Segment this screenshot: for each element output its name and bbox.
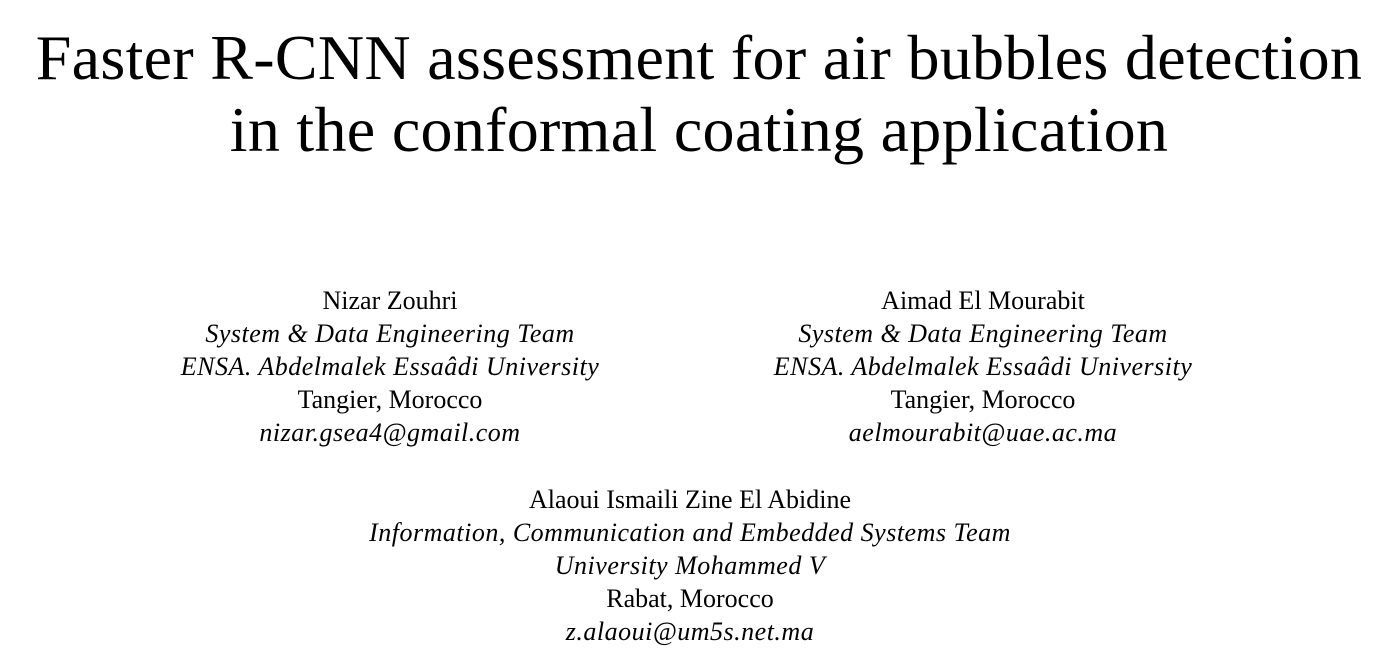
author-name: Alaoui Ismaili Zine El Abidine: [528, 485, 852, 514]
author-university: ENSA. Abdelmalek Essaâdi University: [180, 352, 600, 381]
author-name: Aimad El Mourabit: [881, 286, 1085, 315]
author-university: University Mohammed V: [554, 551, 826, 580]
author-location: Tangier, Morocco: [297, 385, 483, 414]
author-email: nizar.gsea4@gmail.com: [259, 418, 521, 447]
paper-title-line-1: Faster R-CNN assessment for air bubbles detection: [35, 22, 1363, 93]
paper-title-line-2: in the conformal coating application: [229, 94, 1169, 165]
author-team: System & Data Engineering Team: [205, 319, 575, 348]
author-team: Information, Communication and Embedded Systems Team: [369, 518, 1011, 547]
author-location: Rabat, Morocco: [606, 584, 774, 613]
author-name: Nizar Zouhri: [322, 286, 458, 315]
author-team: System & Data Engineering Team: [798, 319, 1168, 348]
paper-title: [0, 22, 1398, 166]
author-location: Tangier, Morocco: [890, 385, 1076, 414]
author-block-2: [743, 284, 1223, 449]
author-block-1: [150, 284, 630, 449]
author-email: z.alaoui@um5s.net.ma: [565, 617, 815, 646]
author-email: aelmourabit@uae.ac.ma: [848, 418, 1118, 447]
author-university: ENSA. Abdelmalek Essaâdi University: [773, 352, 1193, 381]
author-block-3: [290, 483, 1090, 648]
